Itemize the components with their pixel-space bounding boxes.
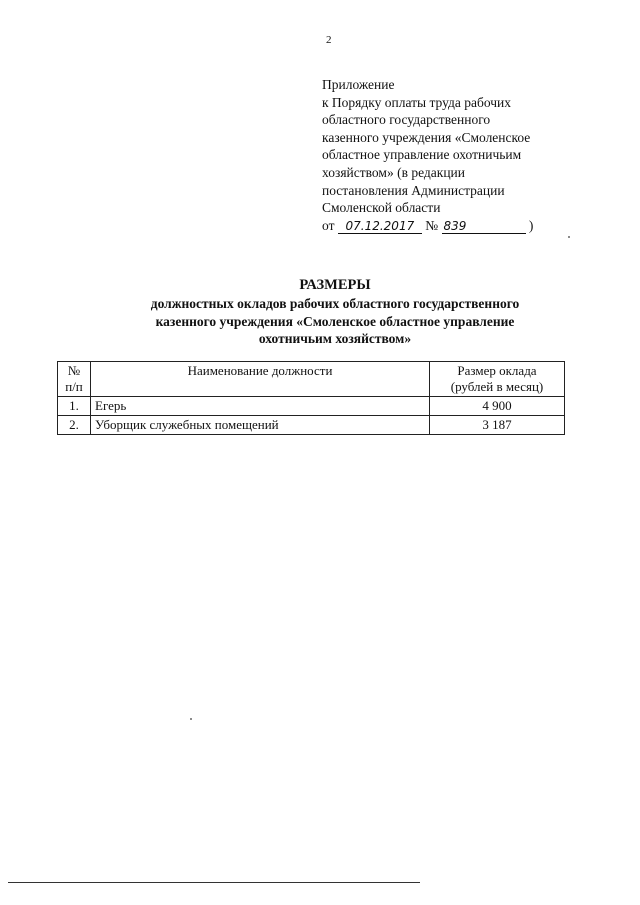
appendix-line: хозяйством» (в редакции [322,164,465,180]
header-num-line2: п/п [65,379,83,394]
row-salary: 4 900 [430,397,565,416]
header-salary [430,362,565,397]
row-position-name: Уборщик служебных помещений [91,416,430,435]
appendix-block [322,76,622,234]
header-salary-line2: (рублей в месяц) [450,379,544,394]
handwritten-date: 07.12.2017 [338,219,422,234]
appendix-line: областного государственного [322,112,491,128]
table-header-row [58,362,565,397]
scan-speck [190,718,192,720]
row-salary: 3 187 [430,416,565,435]
closing-paren: ) [528,217,534,233]
appendix-line: областное управление охотничьим [322,147,522,163]
header-num [58,362,91,397]
appendix-line: Приложение [322,77,395,92]
footer-rule [8,882,420,883]
reference-line [322,217,622,235]
appendix-line: к Порядку оплаты труда рабочих [322,94,511,110]
appendix-line: постановления Администрации [322,182,505,198]
document-heading [90,276,580,348]
row-num: 2. [58,416,91,435]
header-name: Наименование должности [91,362,430,397]
document-subtitle-line: охотничьим хозяйством» [258,331,412,347]
document-title: РАЗМЕРЫ [299,277,371,293]
ref-prefix: от [322,217,335,233]
row-position-name: Егерь [91,397,430,416]
page-number: 2 [326,34,332,46]
number-label: № [425,217,439,233]
appendix-line: Смоленской области [322,200,441,216]
table-row [58,416,565,435]
appendix-line: казенного учреждения «Смоленское [322,129,531,145]
document-subtitle-line: должностных окладов рабочих областного государственного [150,296,520,311]
document-subtitle-line: казенного учреждения «Смоленское областное управление [155,313,515,329]
table-row [58,397,565,416]
salary-table [57,361,565,435]
header-salary-line1: Размер оклада [457,363,537,378]
scan-speck [568,236,570,238]
header-num-line1: № [67,363,81,378]
handwritten-number: 839 [442,219,526,234]
row-num: 1. [58,397,91,416]
